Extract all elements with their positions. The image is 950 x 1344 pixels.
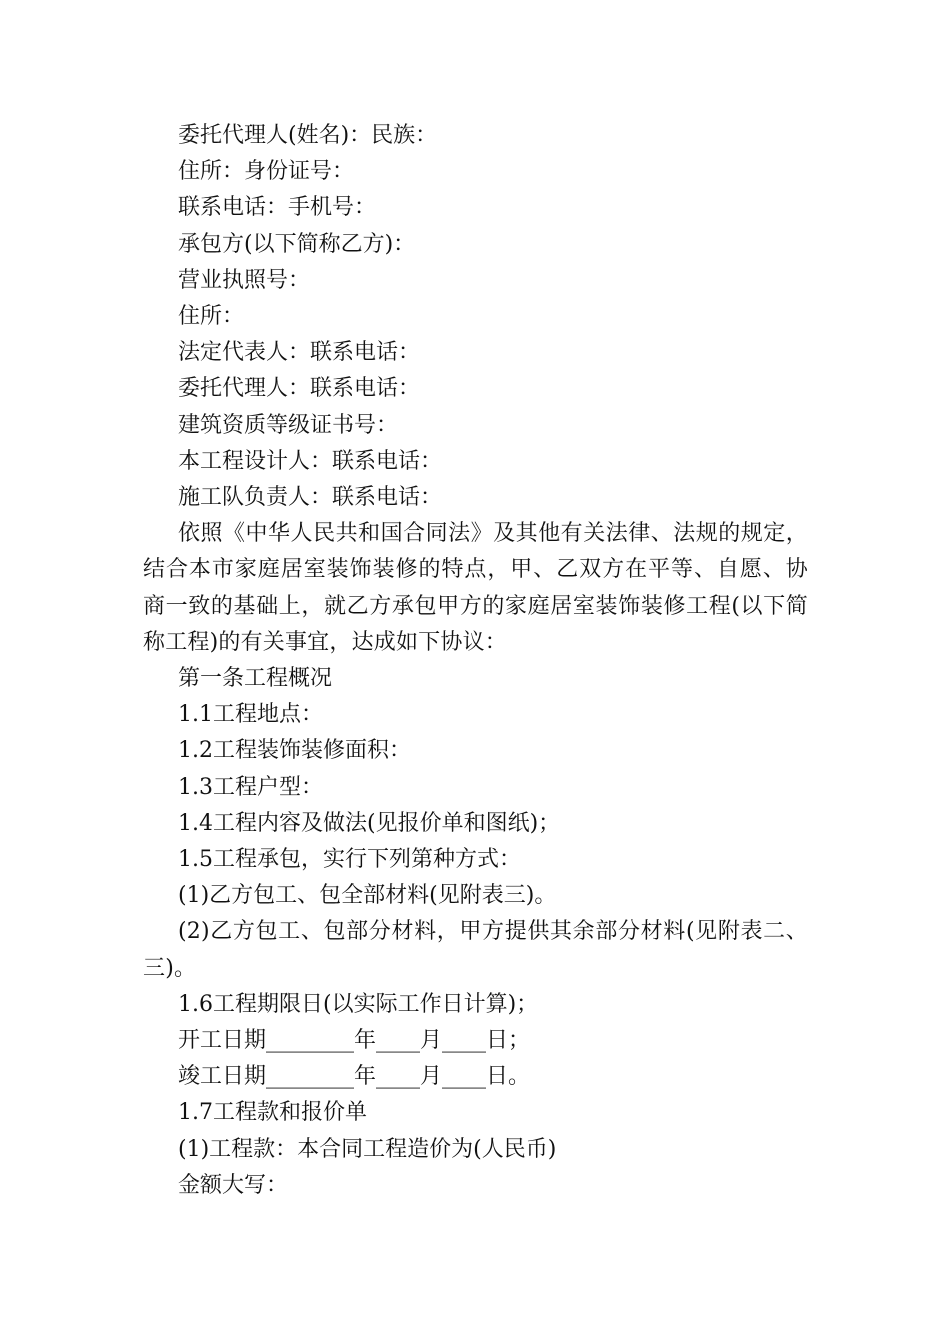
paragraph-agent-name: 委托代理人(姓名)：民族： bbox=[178, 123, 438, 148]
clause-1-2: 1.2工程装饰装修面积： bbox=[178, 738, 411, 764]
clause-1-5: 1.5工程承包，实行下列第种方式： bbox=[178, 847, 521, 873]
amount-in-words: 金额大写： bbox=[178, 1172, 289, 1198]
clause-1-5-option-1: (1)乙方包工、包全部材料(见附表三)。 bbox=[178, 883, 557, 909]
paragraph-agent-address: 住所：身份证号： bbox=[178, 159, 355, 185]
clause-1-3: 1.3工程户型： bbox=[178, 774, 323, 800]
start-date-line: 开工日期________年____月____日； bbox=[178, 1028, 531, 1054]
paragraph-legal-representative: 法定代表人：联系电话： bbox=[178, 340, 421, 366]
document-body bbox=[143, 118, 808, 1204]
completion-date-line: 竣工日期________年____月____日。 bbox=[178, 1064, 531, 1090]
clause-1-6: 1.6工程期限日(以实际工作日计算)； bbox=[178, 991, 539, 1017]
paragraph-contractor-address: 住所： bbox=[178, 304, 245, 330]
paragraph-agent-phone: 联系电话：手机号： bbox=[178, 195, 377, 221]
paragraph-preamble: 依照《中华人民共和国合同法》及其他有关法律、法规的规定，结合本市家庭居室装饰装修的特点，甲、乙双方在平等、自愿、协商一致的基础上，就乙方承包甲方的家庭居室装饰装修工程(以下简称工程)的有关事宜，达成如下协议： bbox=[143, 521, 808, 655]
clause-1-7: 1.7工程款和报价单 bbox=[178, 1100, 367, 1126]
section-heading-overview: 第一条工程概况 bbox=[178, 666, 333, 692]
paragraph-team-leader: 施工队负责人：联系电话： bbox=[178, 485, 443, 511]
paragraph-contractor: 承包方(以下简称乙方)： bbox=[178, 231, 416, 257]
clause-1-7-price: (1)工程款：本合同工程造价为(人民币) bbox=[178, 1136, 557, 1162]
paragraph-designer: 本工程设计人：联系电话： bbox=[178, 448, 443, 474]
clause-1-4: 1.4工程内容及做法(见报价单和图纸)； bbox=[178, 810, 561, 836]
clause-1-5-option-2: (2)乙方包工、包部分材料，甲方提供其余部分材料(见附表二、三)。 bbox=[143, 919, 808, 981]
paragraph-business-license: 营业执照号： bbox=[178, 267, 311, 293]
clause-1-1: 1.1工程地点： bbox=[178, 702, 323, 728]
paragraph-qualification-cert: 建筑资质等级证书号： bbox=[178, 412, 399, 438]
paragraph-contractor-agent: 委托代理人：联系电话： bbox=[178, 376, 421, 402]
